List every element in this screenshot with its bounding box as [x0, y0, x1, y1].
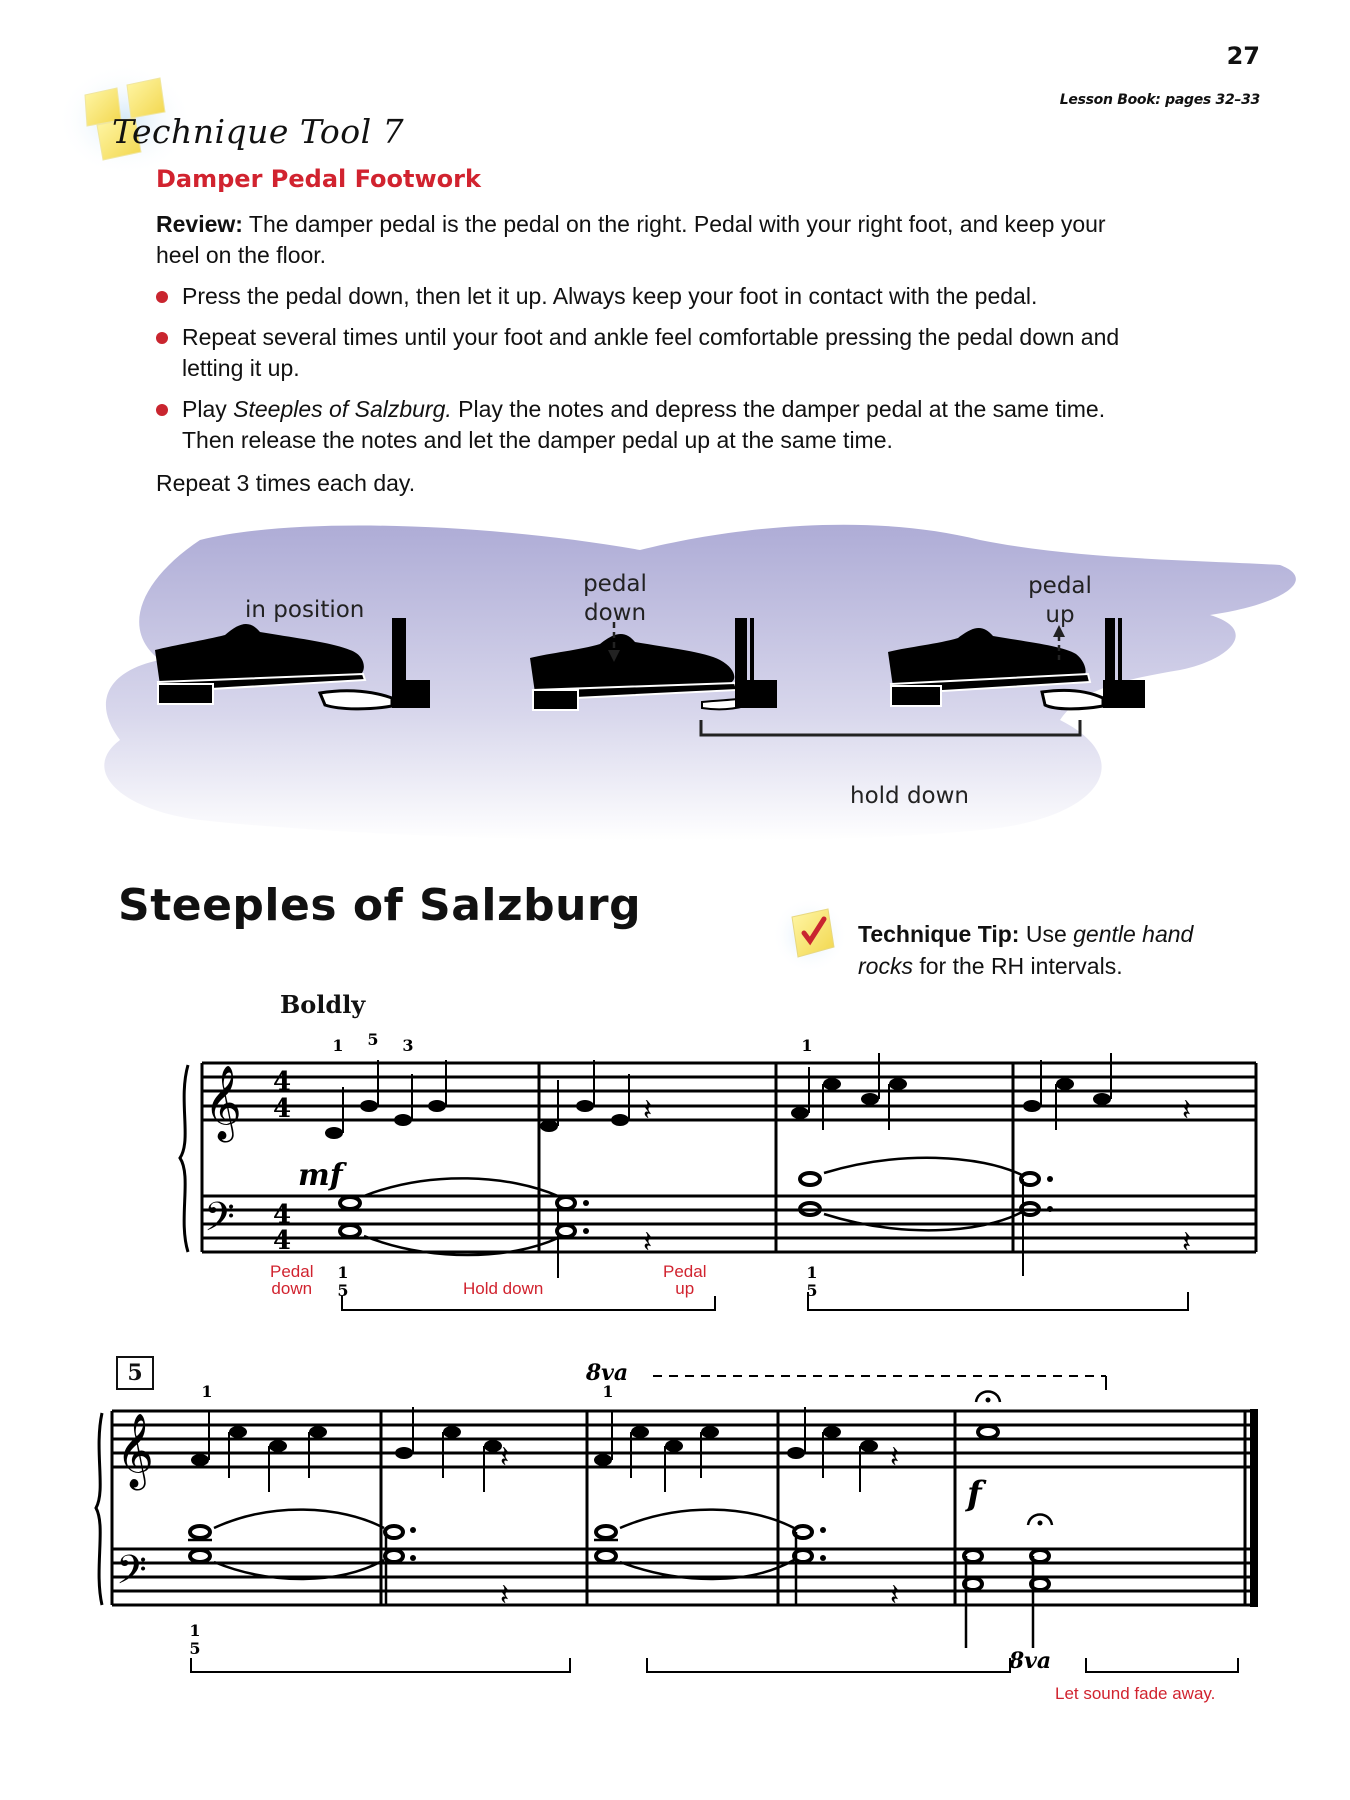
fade-away-label: Let sound fade away. — [1055, 1684, 1216, 1703]
bullet-text: Repeat several times until your foot and ankle feel comfortable pressing the pedal down and letting it up. — [182, 324, 1120, 381]
svg-text:𝄽: 𝄽 — [500, 1440, 510, 1475]
svg-text:1: 1 — [337, 1263, 349, 1282]
music-system-1 — [170, 1020, 1270, 1320]
lh-notes — [190, 1526, 1049, 1590]
ties — [214, 1510, 794, 1579]
svg-text:4: 4 — [273, 1094, 292, 1124]
pedal-illustration-graphic — [80, 520, 1310, 850]
bass-clef-icon: 𝄢 — [116, 1547, 147, 1603]
ottava-lh-marking: 8va — [1008, 1648, 1052, 1674]
piece-title-italic: Steeples of Salzburg. — [233, 396, 452, 422]
svg-text:4: 4 — [273, 1067, 292, 1097]
bullet-dot-icon — [156, 291, 168, 303]
hold-down-label: Hold down — [463, 1279, 544, 1298]
svg-text:𝄽: 𝄽 — [890, 1578, 900, 1613]
final-barline — [1250, 1409, 1258, 1607]
page-number: 27 — [1226, 42, 1260, 70]
svg-text:𝄽: 𝄽 — [643, 1093, 653, 1128]
technique-tip: Technique Tip: Use gentle hand rocks for the RH intervals. — [858, 921, 1194, 979]
svg-text:5: 5 — [367, 1030, 379, 1049]
svg-text:4: 4 — [273, 1226, 292, 1256]
svg-text:1: 1 — [332, 1036, 344, 1055]
label-pedal-up: pedal up — [1028, 573, 1092, 628]
svg-text:4: 4 — [273, 1200, 292, 1230]
svg-text:1: 1 — [189, 1621, 201, 1640]
svg-text:5: 5 — [806, 1281, 818, 1300]
review-paragraph — [156, 209, 1126, 271]
bullet-item — [156, 281, 1156, 312]
tip-label: Technique Tip: — [858, 921, 1020, 947]
ties — [364, 1158, 1022, 1255]
repeat-instruction: Repeat 3 times each day. — [156, 470, 416, 496]
tempo-marking: Boldly — [280, 990, 366, 1019]
whole-note — [978, 1426, 998, 1438]
review-label: Review: — [156, 211, 243, 237]
music-system-2 — [90, 1360, 1270, 1710]
measure-number-box: 5 — [116, 1356, 154, 1390]
label-hold-down: hold down — [850, 783, 970, 809]
rests — [643, 1093, 1191, 1260]
svg-text:3: 3 — [402, 1036, 414, 1055]
bullet-item — [156, 394, 1156, 456]
lh-notes — [340, 1173, 1039, 1237]
dynamic-f: f — [967, 1474, 982, 1514]
review-text: The damper pedal is the pedal on the right. Pedal with your right foot, and keep your heel on the floor. — [156, 211, 1106, 268]
technique-tool-title: Technique Tool 7 — [112, 112, 405, 151]
ottava-marking: 8va — [585, 1360, 629, 1386]
svg-text:𝄽: 𝄽 — [1182, 1225, 1192, 1260]
rh-notes — [191, 1407, 878, 1492]
lesson-book-reference: Lesson Book: pages 32–33 — [1059, 92, 1260, 108]
rh-notes — [325, 1053, 1111, 1139]
brace — [180, 1065, 188, 1252]
bullet-text: Play Steeples of Salzburg. Play the notes and depress the damper pedal at the same time. Then release the notes and let the damper pedal up at the same time. — [182, 396, 1106, 453]
technique-tool-subtitle: Damper Pedal Footwork — [156, 165, 481, 193]
dynamic-mf: mf — [298, 1158, 343, 1193]
bullet-dot-icon — [156, 332, 168, 344]
svg-text:𝄽: 𝄽 — [500, 1578, 510, 1613]
pedal-brackets — [191, 1658, 1238, 1672]
svg-text:1: 1 — [201, 1382, 213, 1401]
bullet-text: Press the pedal down, then let it up. Always keep your foot in contact with the pedal. — [182, 283, 1038, 309]
pedal-illustration — [80, 520, 1310, 850]
pedal-up-label: Pedal up — [663, 1262, 707, 1298]
treble-clef-icon: 𝄞 — [204, 1066, 242, 1140]
svg-text:𝄽: 𝄽 — [643, 1225, 653, 1260]
svg-text:5: 5 — [189, 1639, 201, 1658]
svg-text:1: 1 — [801, 1036, 813, 1055]
label-pedal-down: pedal down — [583, 571, 647, 626]
brace — [96, 1413, 102, 1605]
svg-text:5: 5 — [337, 1281, 349, 1300]
pedal-down-label: Pedal down — [270, 1262, 314, 1298]
svg-text:𝄽: 𝄽 — [1182, 1093, 1192, 1128]
bullet-item — [156, 322, 1156, 384]
bullet-dot-icon — [156, 404, 168, 416]
svg-text:𝄽: 𝄽 — [890, 1440, 900, 1475]
svg-text:1: 1 — [806, 1263, 818, 1282]
label-in-position: in position — [245, 597, 365, 623]
svg-text:1: 1 — [602, 1382, 614, 1401]
bass-clef-icon: 𝄢 — [204, 1194, 235, 1250]
checkmark-note-icon — [770, 895, 850, 975]
piece-title: Steeples of Salzburg — [118, 880, 642, 931]
treble-clef-icon: 𝄞 — [116, 1414, 154, 1488]
